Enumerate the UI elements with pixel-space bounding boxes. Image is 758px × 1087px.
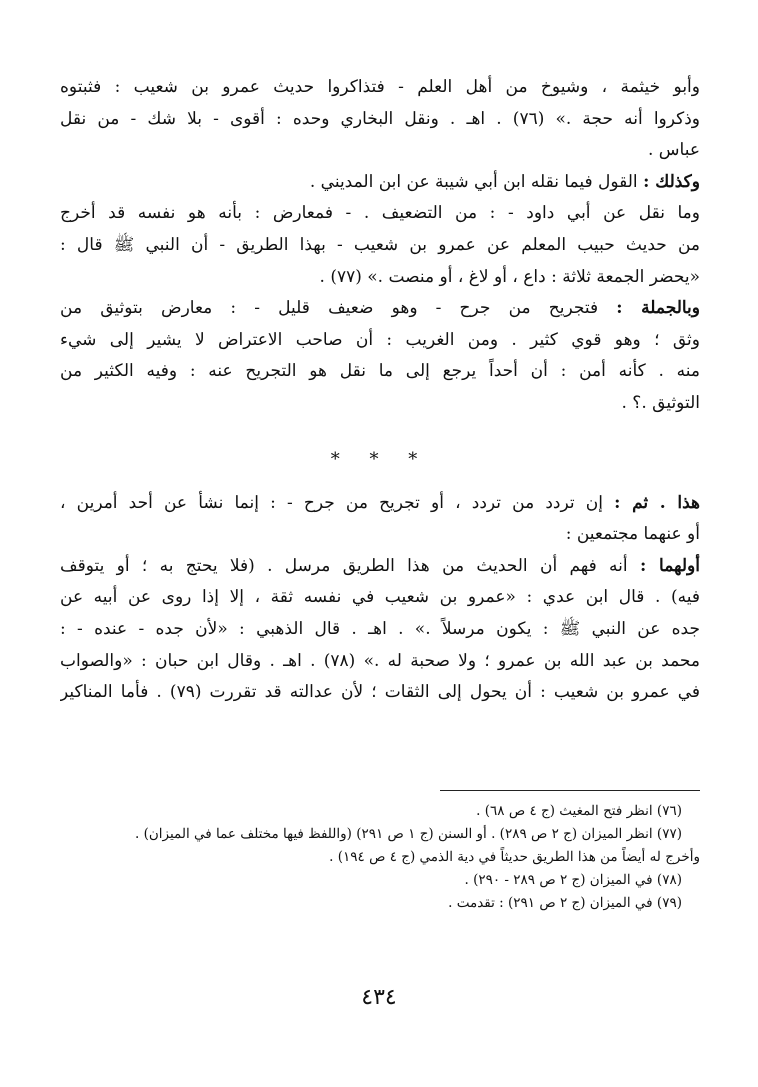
footnote: (٧٦) انظر فتح المغيث (ج ٤ ص ٦٨) . xyxy=(476,803,682,819)
body-line: أو عنهما مجتمعين : xyxy=(565,524,700,545)
body-line: عباس . xyxy=(647,140,700,161)
footnotes xyxy=(60,800,700,915)
page-number: ٤٣٤ xyxy=(361,985,397,1010)
footnote: (٧٧) انظر الميزان (ج ٢ ص ٢٨٩) . أو السنن (ج ١ ص ٢٩١) (واللفظ فيها مختلف عما في الميزان) . xyxy=(134,826,682,842)
body-line: وما نقل عن أبي داود - : من التضعيف . - فمعارض : بأنه هو نفسه قد أخرج xyxy=(60,203,700,224)
body-line: وذكروا أنه حجة .» (٧٦) . اهـ . ونقل البخاري وحده : أقوى - بلا شك - من نقل xyxy=(60,108,700,129)
paragraph-lead: هذا . ثم : xyxy=(614,492,700,513)
footnote: (٧٩) في الميزان (ج ٢ ص ٢٩١) : تقدمت . xyxy=(448,895,682,911)
body-line: فيه) . قال ابن عدي : «عمرو بن شعيب في نفسه ثقة ، إلا إذا روى عن أبيه عن xyxy=(60,587,700,608)
footnote: (٧٨) في الميزان (ج ٢ ص ٢٨٩ - ٢٩٠) . xyxy=(464,872,682,888)
body-line: جده عن النبي ﷺ : يكون مرسلاً .» . اهـ . قال الذهبي : «لأن جده - عنده - : xyxy=(60,618,700,639)
main-text xyxy=(60,72,700,709)
footnote-rule xyxy=(440,790,700,791)
footnote: وأخرج له أيضاً من هذا الطريق حديثاً في دية الذمي (ج ٤ ص ١٩٤) . xyxy=(329,849,700,865)
body-line: أولهما : أنه فهم أن الحديث من هذا الطريق مرسل . (فلا يحتج به ؛ أو يتوقف xyxy=(60,555,700,576)
body-line: وأبو خيثمة ، وشيوخ من أهل العلم - فتذاكروا حديث عمرو بن شعيب : فثبتوه xyxy=(60,77,700,97)
body-line: وبالجملة : فتجريح من جرح - وهو ضعيف قليل - : معارض بتوثيق من xyxy=(60,298,700,319)
body-line: في عمرو بن شعيب : أن يحول إلى الثقات ؛ لأن عدالته قد تقررت (٧٩) . فأما المناكير xyxy=(60,682,700,703)
body-line: وثق ؛ وهو قوي كثير . ومن الغريب : أن صاحب الاعتراض لا يشير إلى شيء xyxy=(60,329,700,350)
section-separator: * * * xyxy=(330,448,430,470)
paragraph-lead: وكذلك : xyxy=(643,171,700,192)
body-line: «يحضر الجمعة ثلاثة : داع ، أو لاغ ، أو منصت .» (٧٧) . xyxy=(319,266,700,287)
body-line: من حديث حبيب المعلم عن عمرو بن شعيب - بهذا الطريق - أن النبي ﷺ قال : xyxy=(60,234,700,255)
body-line: محمد بن عبد الله بن عمرو ؛ ولا صحبة له .» (٧٨) . اهـ . وقال ابن حبان : «والصواب xyxy=(60,650,700,671)
body-line: وكذلك : القول فيما نقله ابن أبي شيبة عن ابن المديني . xyxy=(309,171,700,192)
paragraph-lead: وبالجملة : xyxy=(616,298,700,319)
body-line: التوثيق .؟ . xyxy=(621,392,700,413)
paragraph-lead: أولهما : xyxy=(639,555,700,576)
body-line: منه . كأنه أمن : أن أحداً يرجع إلى ما نقل هو التجريح عنه : وفيه الكثير من xyxy=(60,361,700,382)
body-line: هذا . ثم : إن تردد من تردد ، أو تجريح من جرح - : إنما نشأ عن أحد أمرين ، xyxy=(60,492,700,513)
